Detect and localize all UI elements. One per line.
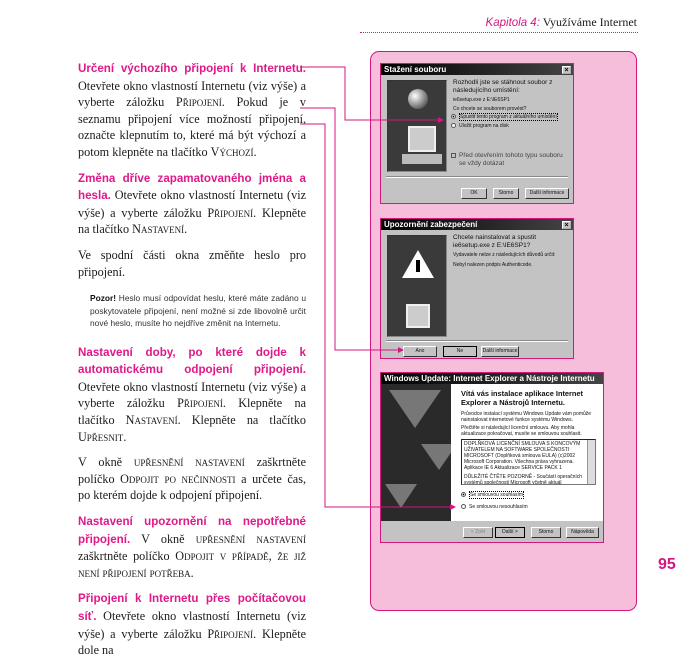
ui-term: upřesnění nastavení bbox=[133, 455, 245, 470]
callout-line-agree-option bbox=[300, 124, 455, 507]
ui-term: Výchozí bbox=[210, 144, 254, 159]
body-text: . Pokud je v seznamu připojení více možností připojení, označte klepnutím to, které má být výchozí a potom klepněte na tlačítko bbox=[78, 95, 306, 159]
body-text: Ve spodní části okna změňte heslo pro připojení. bbox=[78, 247, 306, 279]
cancel-button[interactable]: Storno bbox=[493, 188, 519, 199]
license-text: DOPLŇKOVÁ LICENČNÍ SMLOUVA S KONCOVÝM UŽIVATELEM NA SOFTWARE SPOLEČNOSTI MICROSOFT (Doplňková smlouva EULA) (c)2002 Microsoft Corporation. Všechna práva vyhrazena. Aplikace IE 6 Aktualizace SERVICE PACK 1 bbox=[464, 441, 581, 471]
help-button[interactable]: Nápověda bbox=[566, 527, 599, 538]
dialog-title: Stažení souboru bbox=[384, 65, 447, 74]
radio-save-label: Uložit program na disk bbox=[459, 123, 509, 129]
cancel-button[interactable]: Storno bbox=[531, 527, 561, 538]
back-button[interactable]: < Zpět bbox=[463, 527, 493, 538]
callout-line-run-option bbox=[300, 67, 443, 120]
ui-term: Připojení bbox=[175, 95, 222, 110]
body-text: zaškrtněte políčko bbox=[78, 455, 306, 486]
radio-run-label: Spustit tento program z aktuálního umístění bbox=[460, 114, 557, 120]
dialog-title: Windows Update: Internet Explorer a Nástroje Internetu bbox=[381, 373, 603, 384]
body-text: . Klepněte na tlačítko bbox=[177, 413, 306, 427]
chapter-label: Kapitola 4: bbox=[485, 17, 540, 29]
close-icon[interactable]: × bbox=[562, 221, 571, 229]
ui-term: Odpojit po nečinnosti bbox=[120, 471, 236, 486]
body-text: Otevřete okno vlastností Internetu (viz výše) a vyberte záložku bbox=[78, 188, 306, 220]
ui-term: Odpojit v případě, že již není připojení potřeba bbox=[78, 549, 306, 580]
ui-term: Připojení bbox=[177, 396, 223, 411]
section-heading: Nastavení doby, po které dojde k automatickému odpojení připojení. bbox=[78, 345, 306, 377]
download-prompt: Rozhodli jste se stáhnout soubor z následujícího umístění: bbox=[453, 79, 553, 94]
yes-button[interactable]: Ano bbox=[403, 346, 437, 357]
body-text: . bbox=[190, 565, 194, 580]
body-text: . bbox=[184, 222, 188, 237]
ok-button[interactable]: OK bbox=[461, 188, 487, 199]
welcome-heading: Vítá vás instalace aplikace Internet Explorer a Nástrojů Internetu. bbox=[461, 389, 584, 407]
body-text: Otevřete okno vlastností Internetu (viz výše) a vyberte záložku bbox=[78, 379, 306, 411]
publisher-text: Vydavatele nelze z následujících důvodů určit: bbox=[453, 252, 556, 258]
body-text: Otevřete okno vlastností Internetu (viz výše) a vyberte záložku bbox=[78, 608, 306, 641]
section-heading: Určení výchozího připojení k Internetu. bbox=[78, 62, 306, 75]
chapter-title: Využíváme Internet bbox=[542, 15, 637, 29]
dialog-title: Upozornění zabezpečení bbox=[384, 220, 478, 229]
intro-text: Průvodce instalací systému Windows Update vám pomůže nainstalovat internetové funkce systému Windows. bbox=[461, 411, 592, 423]
ui-term: Nastavení bbox=[132, 222, 185, 237]
body-text: Heslo musí odpovídat heslu, které máte zadáno u poskytovatele připojení, není možné si zde libovolně určit nové heslo, musíte ho nejdříve změnit na Internetu. bbox=[90, 293, 306, 329]
radio-disagree-label: Se smlouvou nesouhlasím bbox=[469, 504, 528, 510]
next-button[interactable]: Další > bbox=[495, 527, 525, 538]
ui-term: Nastavení bbox=[125, 413, 178, 427]
install-question: Chcete nainstalovat a spustit ie6setup.exe z E:\IE6SP1? bbox=[453, 234, 537, 249]
body-text: zaškrtněte políčko bbox=[78, 549, 176, 564]
body-text: . Klepněte na tlačítko bbox=[78, 205, 306, 237]
section-heading: Připojení k Internetu přes počítačovou síť. bbox=[78, 592, 306, 623]
signature-text: Nebyl nalezen podpis Authenticode. bbox=[453, 262, 533, 268]
body-text: . Klepněte na tlačítko bbox=[78, 396, 306, 427]
page-number: 95 bbox=[658, 556, 676, 573]
paragraph bbox=[78, 590, 306, 658]
body-text: a určete čas, po kterém dojde k odpojení připojení. bbox=[78, 471, 306, 503]
more-info-button[interactable]: Další informace bbox=[525, 188, 569, 199]
section-heading: Změna dříve zapamatovaného jména a hesla. bbox=[78, 171, 306, 203]
body-text: V okně bbox=[130, 531, 196, 546]
body-text: . Klepněte dole na bbox=[78, 626, 306, 658]
more-info-button[interactable]: Další informace bbox=[481, 346, 519, 357]
close-icon[interactable]: × bbox=[562, 66, 571, 74]
license-instructions: Přečtěte si následující licenční smlouvu. Aby mohla aktualizace pokračovat, musíte se smlouvou souhlasit. bbox=[461, 425, 582, 437]
section-heading: Nastavení upozornění na nepotřebné připojení. bbox=[78, 514, 306, 546]
ui-term: Upřesnit bbox=[78, 429, 124, 444]
license-text-continued: DŮLEŽITÉ ČTĚTE POZORNĚ - Součástí operačních systémů společnosti Microsoft včetně aktuál bbox=[464, 474, 583, 485]
file-name: ie6setup.exe z E:\IE6SP1 bbox=[453, 97, 510, 103]
body-text: V okně bbox=[78, 455, 134, 470]
ui-term: Připojení bbox=[207, 626, 254, 641]
checkbox-label: Před otevřením tohoto typu souboru se vždy dotázat bbox=[459, 152, 563, 167]
note-label: Pozor! bbox=[90, 293, 117, 304]
body-text: . bbox=[253, 144, 257, 159]
body-text: Otevřete okno vlastností Internetu (viz výše) a vyberte záložku bbox=[78, 78, 306, 110]
ui-term: upřesnění nastavení bbox=[195, 531, 306, 546]
ui-term: Připojení bbox=[207, 205, 254, 220]
body-text: . bbox=[123, 429, 127, 444]
question-text: Co chcete se souborem provést? bbox=[453, 106, 527, 112]
no-button[interactable]: Ne bbox=[443, 346, 477, 357]
radio-agree-label: Se smlouvou souhlasím bbox=[470, 492, 524, 498]
callout-line-yes-button bbox=[300, 108, 403, 350]
